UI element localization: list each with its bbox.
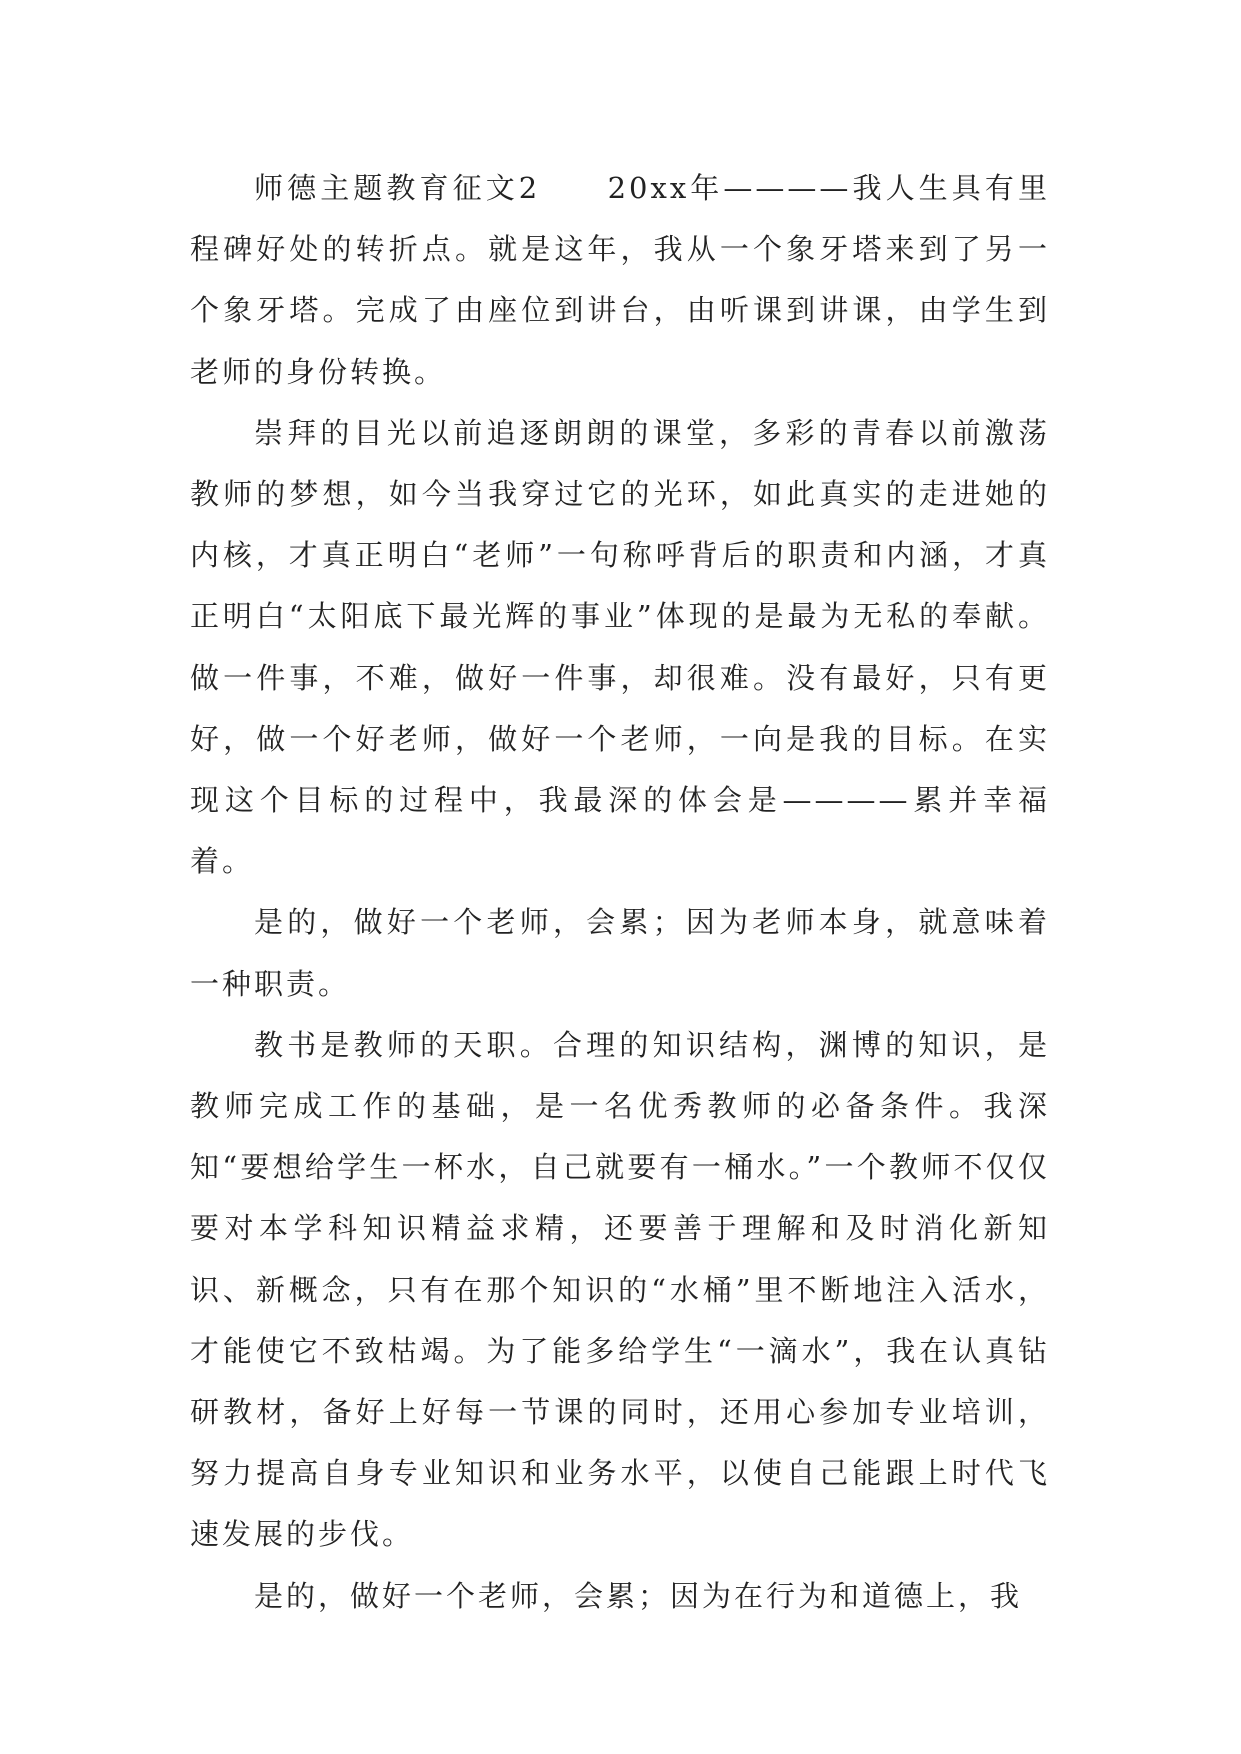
paragraph-3: 是的，做好一个老师，会累；因为老师本身，就意味着一种职责。 (190, 905, 1050, 1001)
paragraph-1: 师德主题教育征文2 20xx年————我人生具有里程碑好处的转折点。就是这年，我从一个象牙塔来到了另一个象牙塔。完成了由座位到讲台，由听课到讲课，由学生到老师的身份转换。 (190, 171, 1050, 389)
document-body (190, 158, 1050, 1627)
paragraph-5: 是的，做好一个老师，会累；因为在行为和道德上，我 (254, 1578, 1023, 1613)
paragraph-2: 崇拜的目光以前追逐朗朗的课堂，多彩的青春以前激荡教师的梦想，如今当我穿过它的光环，如此真实的走进她的内核，才真正明白“老师”一句称呼背后的职责和内涵，才真正明白“太阳底下最光辉的事业”体现的是最为无私的奉献。做一件事，不难，做好一件事，却很难。没有最好，只有更好，做一个好老师，做好一个老师，一向是我的目标。在实现这个目标的过程中，我最深的体会是————累并幸福着。 (190, 415, 1050, 879)
paragraph-4: 教书是教师的天职。合理的知识结构，渊博的知识，是教师完成工作的基础，是一名优秀教师的必备条件。我深知“要想给学生一杯水，自己就要有一桶水。”一个教师不仅仅要对本学科知识精益求精，还要善于理解和及时消化新知识、新概念，只有在那个知识的“水桶”里不断地注入活水，才能使它不致枯竭。为了能多给学生“一滴水”，我在认真钻研教材，备好上好每一节课的同时，还用心参加专业培训，努力提高自身专业知识和业务水平，以使自己能跟上时代飞速发展的步伐。 (190, 1027, 1050, 1552)
